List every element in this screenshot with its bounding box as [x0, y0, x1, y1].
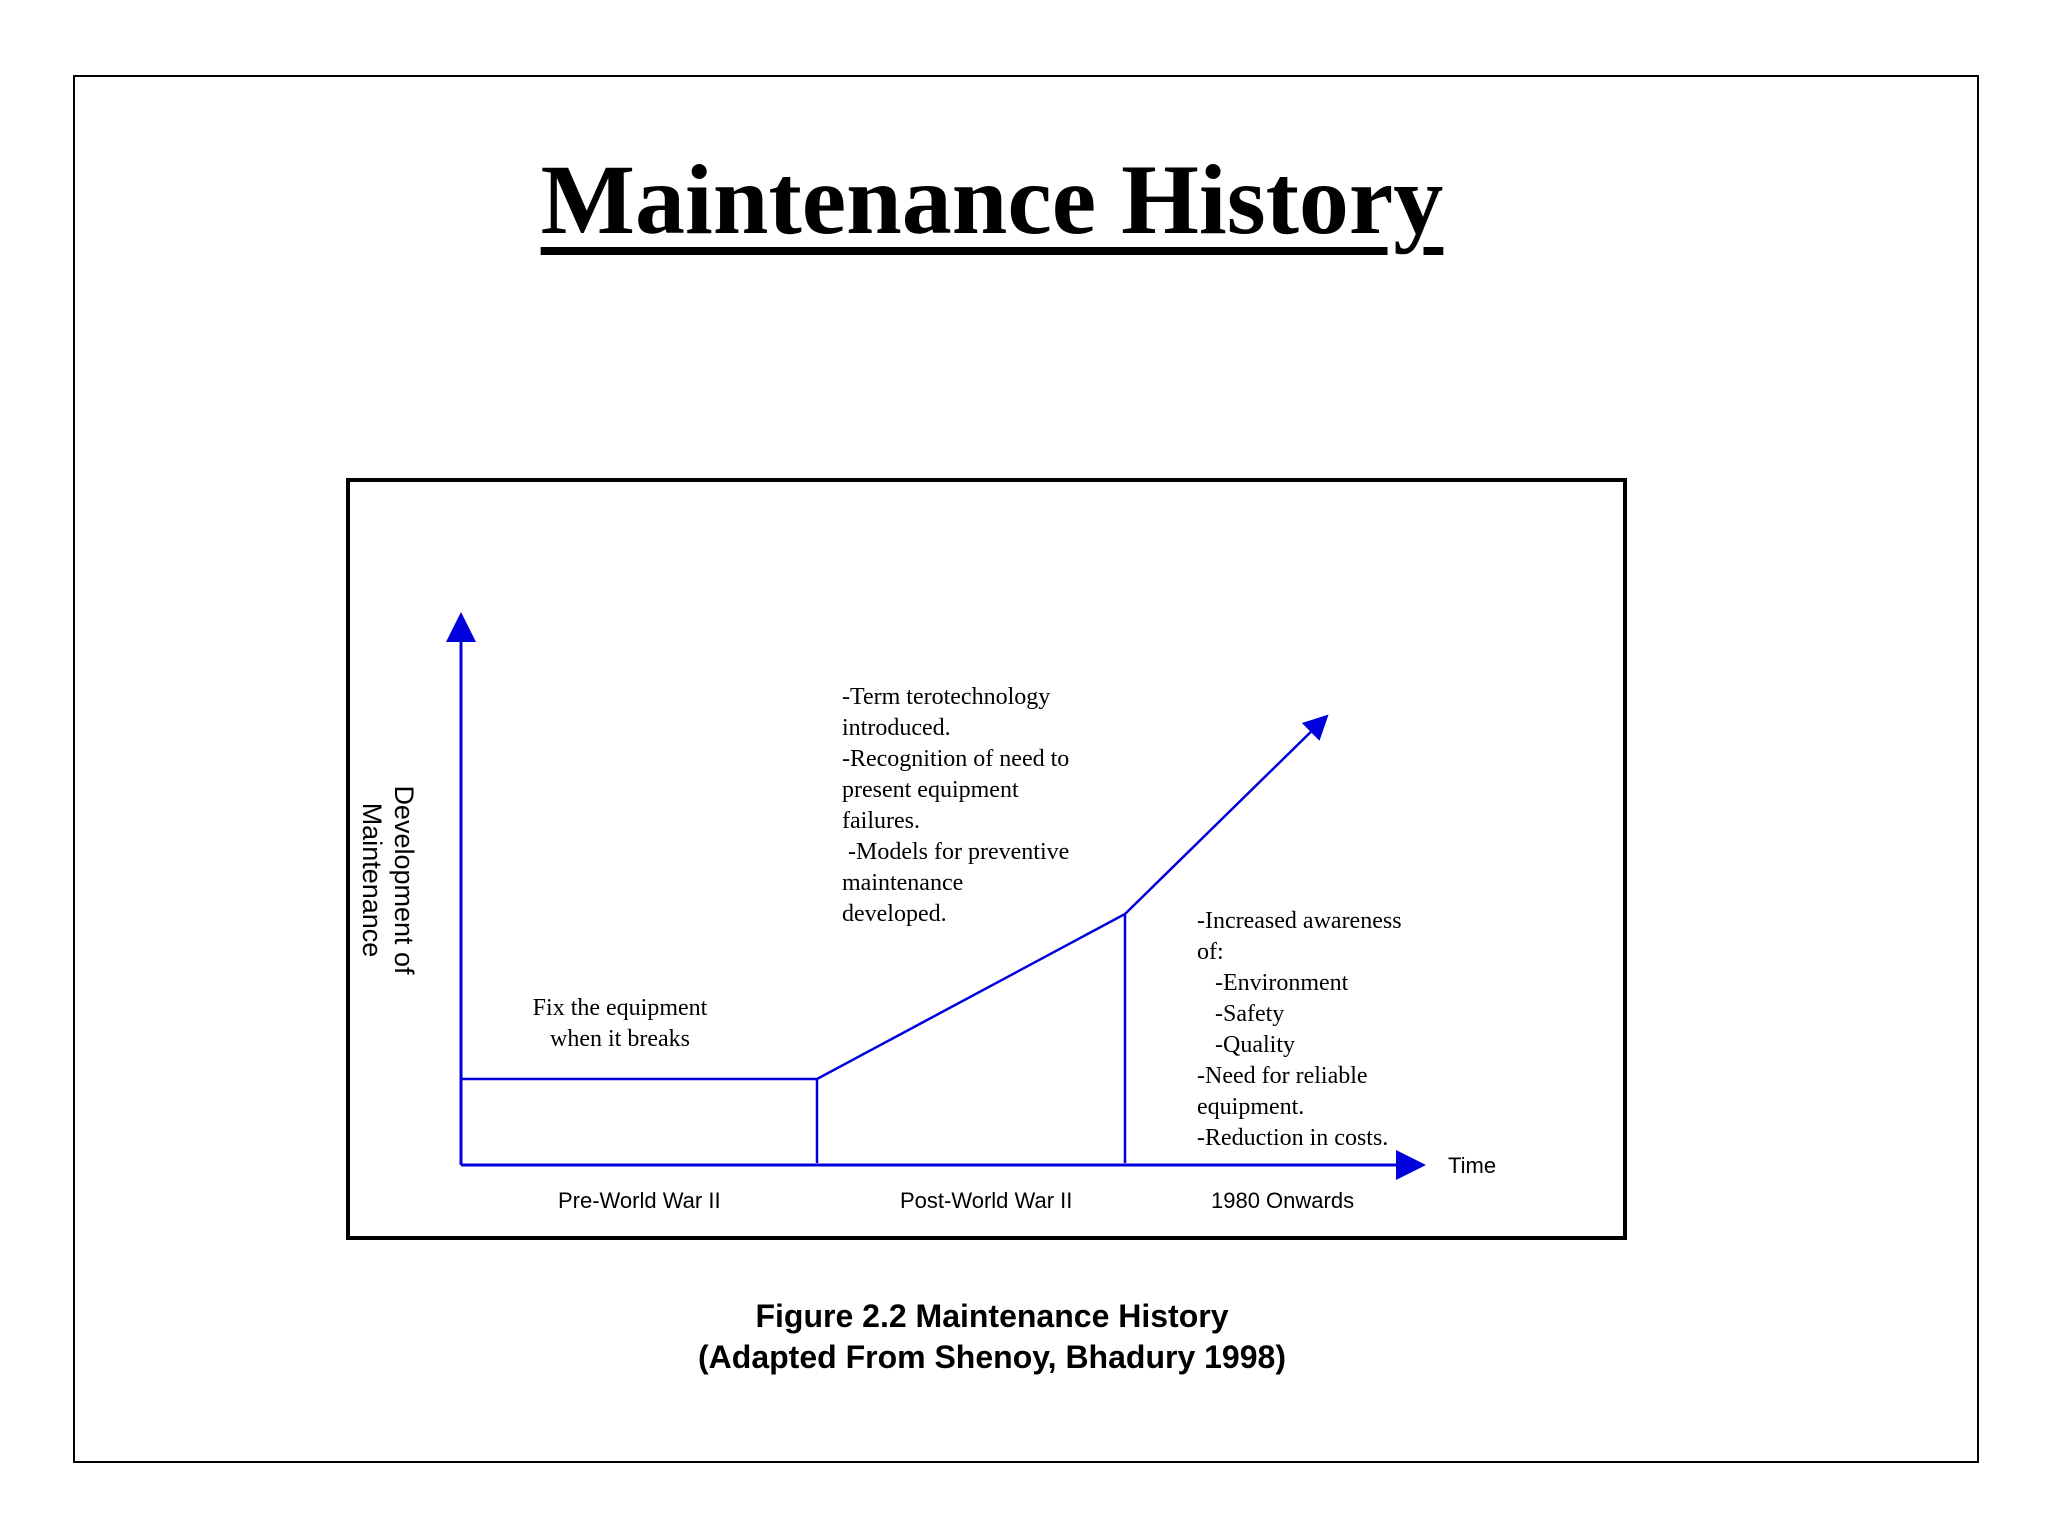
- note-post-war: -Term terotechnology introduced. -Recognition of need to present equipment failures. -Models for preventive maintenance developed.: [842, 684, 1070, 927]
- figure-source: (Adapted From Shenoy, Bhadury 1998): [698, 1339, 1286, 1375]
- note-pre-war: Fix the equipment when it breaks: [532, 995, 708, 1052]
- era-label-pre-war: Pre-World War II: [558, 1188, 721, 1213]
- note-modern: -Increased awareness of: -Environment -Safety -Quality -Need for reliable equipment. -Reduction in costs.: [1197, 908, 1402, 1151]
- x-axis-label: Time: [1448, 1153, 1497, 1178]
- figure-caption: Figure 2.2 Maintenance History: [755, 1298, 1229, 1334]
- page-title-text: Maintenance History: [540, 144, 1444, 255]
- era-label-1980: 1980 Onwards: [1211, 1188, 1355, 1213]
- y-axis-label: Development of Maintenance: [357, 785, 419, 975]
- era-label-post-war: Post-World War II: [900, 1188, 1073, 1213]
